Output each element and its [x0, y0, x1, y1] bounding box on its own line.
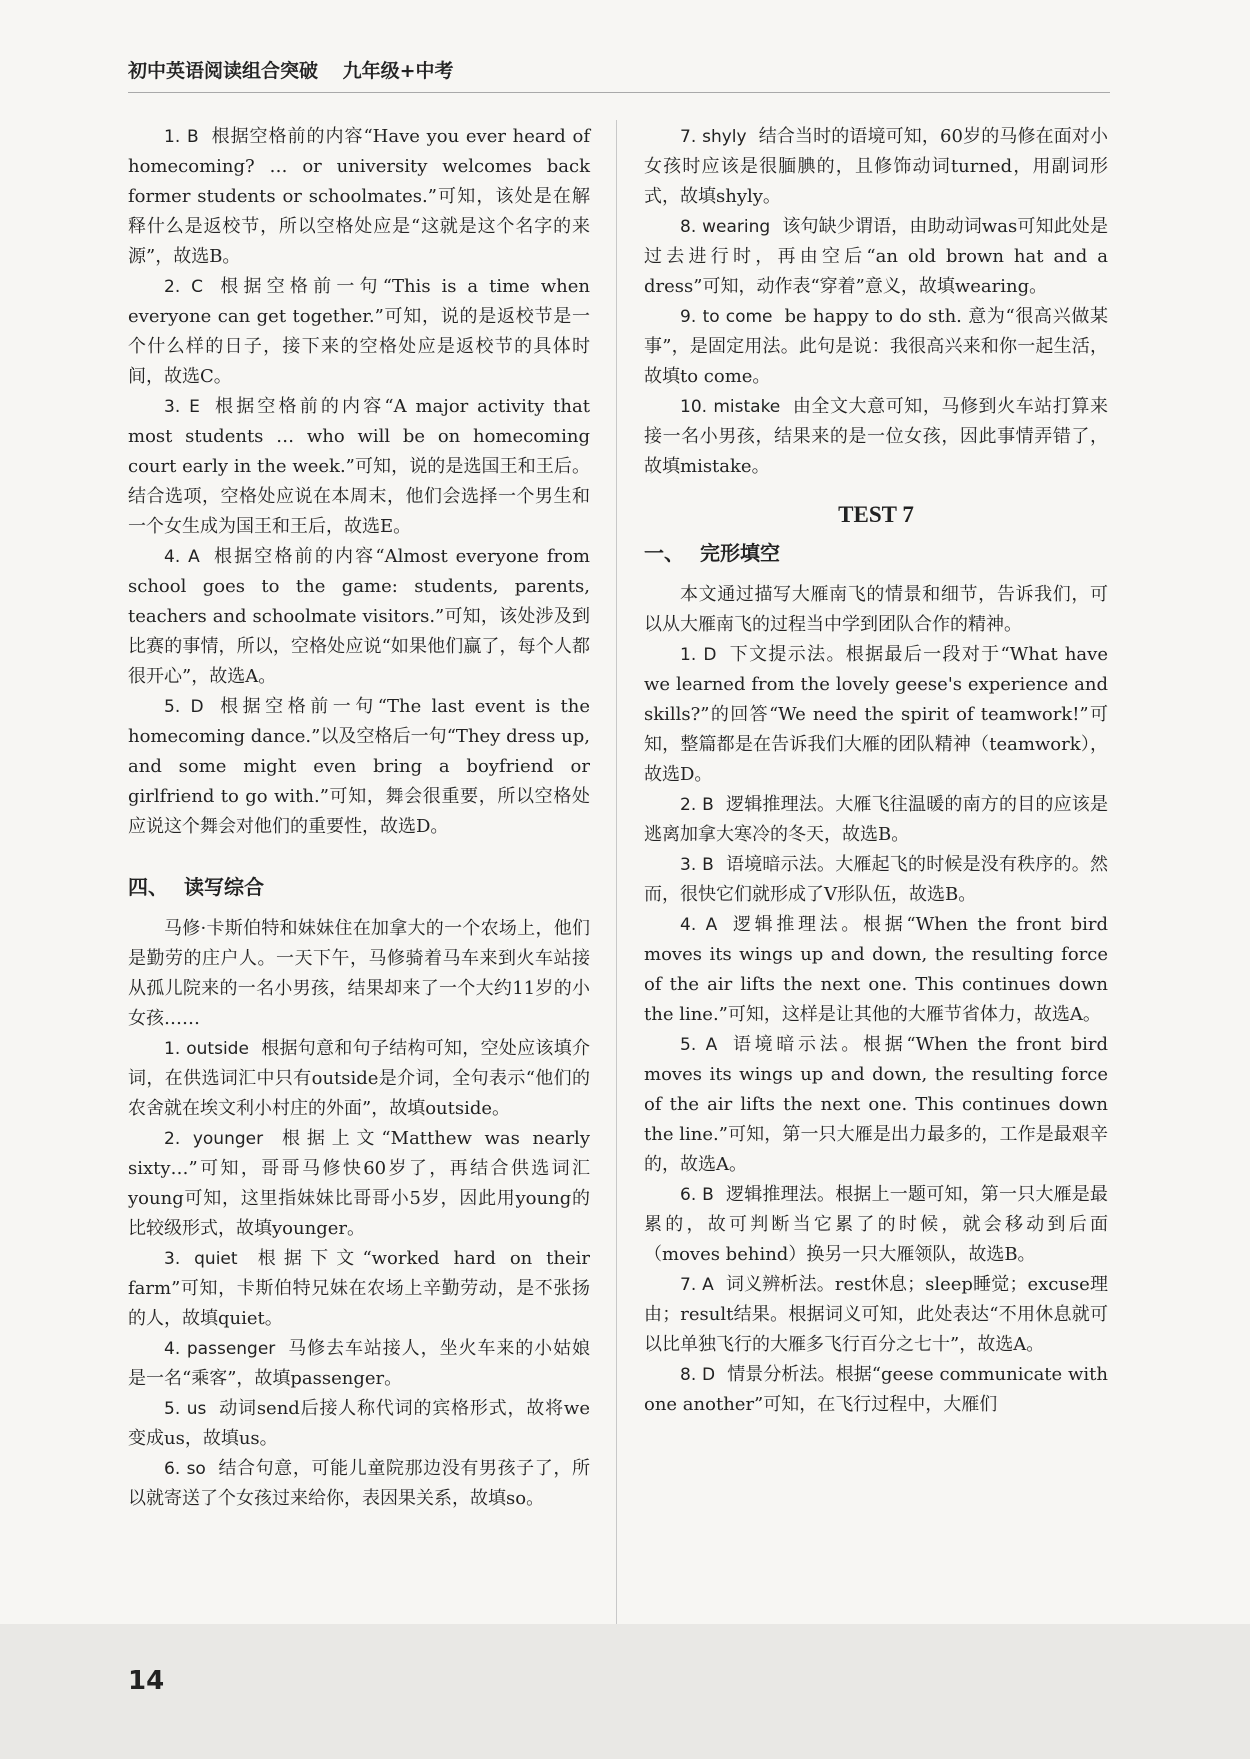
answer-item	[644, 122, 1108, 212]
answer-number: 2.	[164, 1129, 181, 1149]
answer-number: 8.	[680, 217, 697, 237]
grade-label: 九年级+中考	[342, 60, 454, 82]
section-heading	[128, 872, 590, 902]
answer-item	[128, 1124, 590, 1244]
section-number: 一、	[644, 541, 684, 565]
answer-key: wearing	[702, 217, 771, 237]
answer-number: 3.	[680, 855, 697, 875]
page-number: 14	[128, 1666, 165, 1696]
answer-key: D	[702, 1365, 716, 1385]
answer-item	[644, 302, 1108, 392]
answer-number: 1.	[680, 645, 697, 665]
answer-number: 5.	[164, 1399, 181, 1419]
answer-number: 4.	[164, 547, 181, 567]
answer-number: 2.	[164, 277, 181, 297]
answer-key: younger	[192, 1129, 264, 1149]
answer-item	[128, 1244, 590, 1334]
answer-key: A	[705, 1035, 718, 1055]
answer-list-part3	[128, 122, 590, 842]
answer-item	[644, 910, 1108, 1030]
answer-key: D	[190, 697, 204, 717]
answer-text: 根据句意和句子结构可知，空处应该填介词，在供选词汇中只有outside是介词，全句表示“他们的农舍就在埃文利小村庄的外面”，故填outside。	[128, 1038, 590, 1119]
answer-item	[128, 1394, 590, 1454]
answer-key: C	[191, 277, 204, 297]
answer-item	[128, 1454, 590, 1514]
answer-text: 该句缺少谓语，由助动词was可知此处是过去进行时，再由空后“an old brown hat and a dress”可知，动作表“穿着”意义，故填wearing。	[644, 216, 1108, 297]
answer-number: 6.	[164, 1459, 181, 1479]
answer-number: 2.	[680, 795, 697, 815]
answer-text: 语境暗示法。根据“When the front bird moves its wings up and down, the resulting force of the air lifts the next one. This continues down the line.”可知，第一只大雁是出力最多的，工作是最艰辛的，故选A。	[644, 1034, 1108, 1175]
answer-key: to come	[702, 307, 773, 327]
section-number: 四、	[128, 875, 168, 899]
answer-text: 情景分析法。根据“geese communicate with one another”可知，在飞行过程中，大雁们	[644, 1364, 1108, 1415]
answer-item	[644, 392, 1108, 482]
answer-key: A	[702, 1275, 714, 1295]
answer-text: 根据空格前的内容“Almost everyone from school goes to the game: students, parents, teachers and schoolmate visitors.”可知，该处涉及到比赛的事情，所以，空格处应说“如果他们赢了，每个人都很开心”，故选A。	[128, 546, 590, 687]
right-column	[644, 122, 1108, 1420]
answer-number: 5.	[164, 697, 181, 717]
answer-item	[644, 850, 1108, 910]
answer-key: so	[186, 1459, 206, 1479]
section-heading	[644, 538, 1108, 568]
section-title: 读写综合	[184, 875, 264, 899]
answer-list-cloze	[644, 640, 1108, 1420]
answer-text: 结合当时的语境可知，60岁的马修在面对小女孩时应该是很腼腆的，且修饰动词turned，用副词形式，故填shyly。	[644, 126, 1108, 207]
answer-key: A	[188, 547, 200, 567]
page-footer-band	[0, 1624, 1250, 1759]
answer-list-part4	[128, 1034, 590, 1514]
answer-text: 由全文大意可知，马修到火车站打算来接一名小男孩，结果来的是一位女孩，因此事情弄错了，故填mistake。	[644, 396, 1108, 477]
answer-text: 逻辑推理法。根据上一题可知，第一只大雁是最累的，故可判断当它累了的时候，就会移动到后面（moves behind）换另一只大雁领队，故选B。	[644, 1184, 1108, 1265]
answer-item	[128, 122, 590, 272]
answer-number: 7.	[680, 1275, 697, 1295]
answer-text: 动词send后接人称代词的宾格形式，故将we变成us，故填us。	[128, 1398, 590, 1449]
answer-key: us	[186, 1399, 207, 1419]
answer-text: 下文提示法。根据最后一段对于“What have we learned from the lovely geese's experience and skills?”的回答“We need the spirit of teamwork!”可知，整篇都是在告诉我们大雁的团队精神（teamwork），故选D。	[644, 644, 1108, 785]
answer-item	[128, 392, 590, 542]
answer-key: quiet	[194, 1249, 238, 1269]
section-intro: 马修·卡斯伯特和妹妹住在加拿大的一个农场上，他们是勤劳的庄户人。一天下午，马修骑着马车来到火车站接从孤儿院来的一名小男孩，结果却来了一个大约11岁的小女孩……	[128, 918, 590, 1029]
answer-key: A	[705, 915, 718, 935]
answer-number: 3.	[164, 1249, 181, 1269]
answer-text: be happy to do sth. 意为“很高兴做某事”，是固定用法。此句是说：我很高兴来和你一起生活，故填to come。	[644, 306, 1108, 387]
answer-key: shyly	[702, 127, 747, 147]
answer-number: 3.	[164, 397, 181, 417]
answer-text: 词义辨析法。rest休息；sleep睡觉；excuse理由；result结果。根据词义可知，此处表达“不用休息就可以比单独飞行的大雁多飞行百分之七十”，故选A。	[644, 1274, 1108, 1355]
answer-number: 4.	[164, 1339, 181, 1359]
answer-text: 结合句意，可能儿童院那边没有男孩子了，所以就寄送了个女孩过来给你，表因果关系，故填so。	[128, 1458, 590, 1509]
answer-item	[644, 1360, 1108, 1420]
answer-text: 根据空格前一句“The last event is the homecoming dance.”以及空格后一句“They dress up, and some might even bring a boyfriend or girlfriend to go with.”可知，舞会很重要，所以空格处应说这个舞会对他们的重要性，故选D。	[128, 696, 590, 837]
answer-text: 根据下文“worked hard on their farm”可知，卡斯伯特兄妹在农场上辛勤劳动，是不张扬的人，故填quiet。	[128, 1248, 590, 1329]
answer-text: 根据空格前的内容“Have you ever heard of homecoming? … or university welcomes back former students or schoolmates.”可知，该处是在解释什么是返校节，所以空格处应是“这就是这个名字的来源”，故选B。	[128, 126, 590, 267]
answer-text: 根据空格前的内容“A major activity that most students … who will be on homecoming court early in the week.”可知，说的是选国王和王后。结合选项，空格处应说在本周末，他们会选择一个男生和一个女生成为国王和王后，故选E。	[128, 396, 590, 537]
answer-key: B	[702, 1185, 714, 1205]
answer-key: B	[186, 127, 199, 147]
answer-text: 根据空格前一句“This is a time when everyone can get together.”可知，说的是返校节是一个什么样的日子，接下来的空格处应是返校节的具体时间，故选C。	[128, 276, 590, 387]
column-divider	[616, 120, 617, 1630]
section-title: 完形填空	[700, 541, 780, 565]
answer-item	[644, 212, 1108, 302]
answer-number: 7.	[680, 127, 697, 147]
answer-number: 1.	[164, 1039, 181, 1059]
answer-number: 1.	[164, 127, 181, 147]
answer-item	[644, 1030, 1108, 1180]
answer-number: 4.	[680, 915, 697, 935]
answer-number: 9.	[680, 307, 697, 327]
answer-text: 逻辑推理法。根据“When the front bird moves its wings up and down, the resulting force of the air lifts the next one. This continues down the line.”可知，这样是让其他的大雁节省体力，故选A。	[644, 914, 1108, 1025]
answer-item	[128, 692, 590, 842]
answer-item	[128, 542, 590, 692]
answer-key: mistake	[713, 397, 781, 417]
answer-item	[644, 790, 1108, 850]
answer-number: 6.	[680, 1185, 697, 1205]
answer-key: outside	[186, 1039, 249, 1059]
running-header	[128, 56, 1110, 93]
answer-key: E	[189, 397, 200, 417]
answer-item	[644, 640, 1108, 790]
answer-key: D	[703, 645, 717, 665]
answer-list-part4-cont	[644, 122, 1108, 482]
section-intro: 本文通过描写大雁南飞的情景和细节，告诉我们，可以从大雁南飞的过程当中学到团队合作的精神。	[644, 584, 1108, 635]
book-title: 初中英语阅读组合突破	[128, 60, 319, 82]
answer-text: 语境暗示法。大雁起飞的时候是没有秩序的。然而，很快它们就形成了V形队伍，故选B。	[644, 854, 1108, 905]
answer-key: passenger	[186, 1339, 276, 1359]
answer-text: 马修去车站接人，坐火车来的小姑娘是一名“乘客”，故填passenger。	[128, 1338, 591, 1389]
answer-number: 10.	[680, 397, 708, 417]
answer-item	[128, 272, 590, 392]
answer-item	[128, 1034, 590, 1124]
answer-item	[644, 1270, 1108, 1360]
test-title: TEST 7	[838, 502, 914, 527]
left-column	[128, 122, 590, 1514]
answer-item	[644, 1180, 1108, 1270]
answer-text: 逻辑推理法。大雁飞往温暖的南方的目的应该是逃离加拿大寒冷的冬天，故选B。	[644, 794, 1108, 845]
answer-key: B	[702, 795, 714, 815]
answer-number: 5.	[680, 1035, 697, 1055]
answer-text: 根据上文“Matthew was nearly sixty…”可知，哥哥马修快60岁了，再结合供选词汇young可知，这里指妹妹比哥哥小5岁，因此用young的比较级形式，故填younger。	[128, 1128, 590, 1239]
answer-number: 8.	[680, 1365, 697, 1385]
answer-item	[128, 1334, 590, 1394]
answer-key: B	[702, 855, 714, 875]
